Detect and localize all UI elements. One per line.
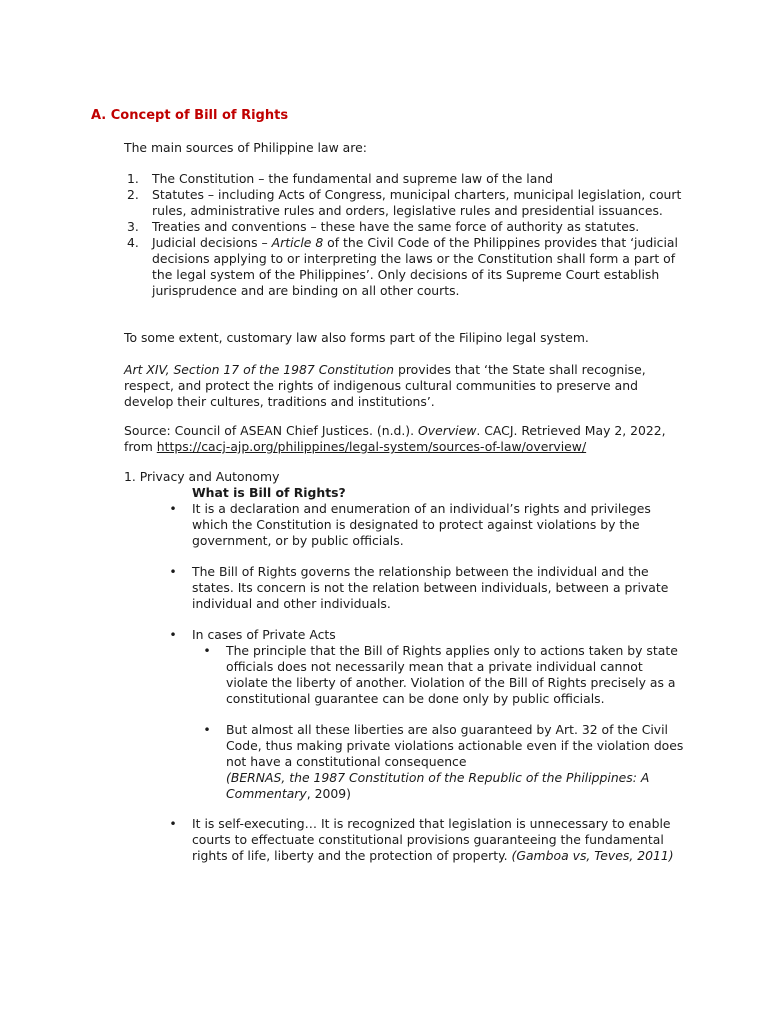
bernas-citation [226, 770, 649, 801]
gamboa-citation: (Gamboa vs, Teves, 2011) [511, 848, 674, 863]
list-item [124, 219, 684, 235]
item-number: 4. [127, 235, 139, 250]
citation-text: . CACJ. Retrieved May 2, 2022, from [124, 423, 666, 454]
citation-title: Overview [418, 423, 477, 438]
sub-bullet-item [203, 722, 684, 802]
bullet-marker: • [203, 643, 211, 658]
citation-title: BERNAS, the 1987 Constitution of the Republic of the Philippines: A Commentary [226, 770, 650, 801]
item-text [152, 235, 678, 298]
article-reference: Article 8 [271, 235, 324, 250]
bullet-text: It is a declaration and enumeration of an individual’s rights and privileges which the Constitution is designated to protect against violations by the government, or by public officials. [192, 501, 651, 548]
item-text-rest: of the Civil Code of the Philippines provides that ‘judicial decisions applying to or interpreting the laws or the Constitution shall form a part of the legal system of the Philippines’. Only decisions of its Supreme Court establish jurisprudence and are binding on all other courts. [152, 235, 678, 298]
sub-bullet-item [203, 643, 684, 707]
item-text-lead: Judicial decisions – [152, 235, 272, 250]
bullet-marker: • [203, 722, 211, 737]
citation-year: , 2009) [306, 786, 351, 801]
bullet-item [169, 816, 684, 864]
privacy-heading: 1. Privacy and Autonomy [124, 469, 280, 484]
citation-paren: ( [226, 770, 231, 785]
source-link[interactable]: https://cacj-ajp.org/philippines/legal-system/sources-of-law/overview/ [156, 439, 587, 454]
sub-bullet-text: But almost all these liberties are also guaranteed by Art. 32 of the Civil Code, thus making private violations actionable even if the violation does not have a constitutional consequence [226, 722, 684, 769]
bullet-marker: • [169, 501, 177, 516]
bullet-marker: • [169, 816, 177, 831]
intro-paragraph: The main sources of Philippine law are: [124, 140, 367, 155]
bullet-text: In cases of Private Acts [192, 627, 336, 642]
item-text: Treaties and conventions – these have the same force of authority as statutes. [152, 219, 640, 234]
customary-law-paragraph: To some extent, customary law also forms part of the Filipino legal system. [124, 330, 589, 345]
constitution-reference: Art XIV, Section 17 of the 1987 Constitution [124, 362, 395, 377]
bullet-item [169, 627, 684, 643]
constitution-text: provides that ‘the State shall recognise, respect, and protect the rights of indigenous cultural communities to preserve and develop their cultures, traditions and institutions’. [124, 362, 646, 409]
constitution-paragraph [124, 362, 684, 410]
section-heading: A. Concept of Bill of Rights [91, 108, 289, 123]
bullet-text: The Bill of Rights governs the relationship between the individual and the states. Its concern is not the relation between individuals, between a private individual and other individuals. [192, 564, 669, 611]
subheading-what-is-bill-of-rights: What is Bill of Rights? [192, 485, 346, 500]
list-item [124, 171, 684, 187]
bullet-item [169, 564, 684, 612]
list-item [124, 235, 684, 299]
item-number: 3. [127, 219, 139, 234]
item-text: The Constitution – the fundamental and supreme law of the land [152, 171, 554, 186]
citation-lead: Source: Council of ASEAN Chief Justices. (n.d.). [124, 423, 419, 438]
bullet-text: It is self-executing… It is recognized that legislation is unnecessary to enable courts to effectuate constitutional provisions guaranteeing the fundamental rights of life, liberty and the protection of property. [192, 816, 671, 863]
bullet-marker: • [169, 627, 177, 642]
sources-list [124, 171, 684, 299]
item-text: Statutes – including Acts of Congress, municipal charters, municipal legislation, court rules, administrative rules and orders, legislative rules and presidential issuances. [152, 187, 682, 218]
bullet-marker: • [169, 564, 177, 579]
item-number: 2. [127, 187, 139, 202]
item-number: 1. [127, 171, 139, 186]
list-item [124, 187, 684, 219]
bullet-item [169, 501, 684, 549]
source-citation [124, 423, 684, 455]
sub-bullet-text: The principle that the Bill of Rights applies only to actions taken by state officials does not necessarily mean that a private individual cannot violate the liberty of another. Violation of the Bill of Rights precisely as a constitutional guarantee can be done only by public officials. [226, 643, 678, 706]
